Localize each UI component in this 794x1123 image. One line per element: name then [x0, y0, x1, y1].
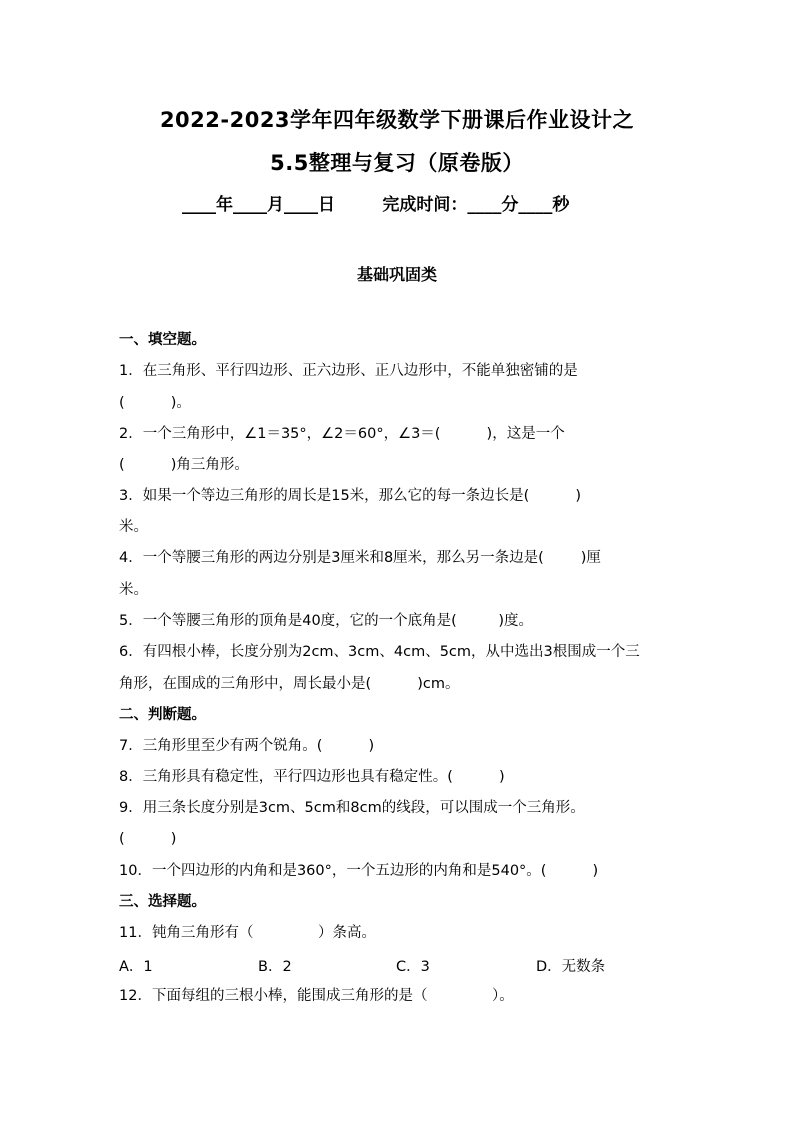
part-fill-heading: 一、填空题。 [119, 332, 206, 348]
question-3-line2: 米。 [119, 519, 148, 535]
question-5: 5．一个等腰三角形的顶角是40度，它的一个底角是( )度。 [119, 613, 533, 629]
question-4-line2: 米。 [119, 582, 148, 598]
question-8: 8．三角形具有稳定性，平行四边形也具有稳定性。( ) [119, 769, 505, 785]
question-7: 7．三角形里至少有两个锐角。( ) [119, 738, 375, 754]
page-title-line1: 2022-2023学年四年级数学下册课后作业设计之 [159, 108, 635, 132]
question-12: 12．下面每组的三根小棒，能围成三角形的是（ ）。 [119, 988, 514, 1004]
question-2-line1: 2．一个三角形中，∠1＝35°，∠2＝60°，∠3＝( )，这是一个 [119, 426, 565, 442]
question-10: 10．一个四边形的内角和是360°，一个五边形的内角和是540°。( ) [119, 863, 599, 879]
part-judge-heading: 二、判断题。 [119, 707, 206, 723]
question-9-line1: 9．用三条长度分别是3cm、5cm和8cm的线段，可以围成一个三角形。 [119, 800, 585, 816]
option-c: C．3 [396, 959, 430, 975]
question-6-line2: 角形，在围成的三角形中，周长最小是( )cm。 [119, 676, 460, 692]
page-title-line2: 5.5整理与复习（原卷版） [270, 151, 524, 175]
question-4-line1: 4．一个等腰三角形的两边分别是3厘米和8厘米，那么另一条边是( )厘 [119, 550, 601, 566]
option-d: D．无数条 [536, 959, 606, 975]
date-time-line: ____年____月____日 完成时间：____分____秒 [182, 195, 570, 215]
question-2-line2: ( )角三角形。 [119, 457, 249, 473]
question-3-line1: 3．如果一个等边三角形的周长是15米，那么它的每一条边长是( ) [119, 488, 582, 504]
question-9-line2: ( ) [119, 831, 177, 847]
section-title: 基础巩固类 [356, 265, 437, 284]
option-a: A．1 [119, 959, 153, 975]
option-b: B．2 [258, 959, 292, 975]
question-11: 11．钝角三角形有（ ）条高。 [119, 925, 376, 941]
question-1-line2: ( )。 [119, 395, 191, 411]
question-6-line1: 6．有四根小棒，长度分别为2cm、3cm、4cm、5cm，从中选出3根围成一个三 [119, 644, 640, 660]
part-choice-heading: 三、选择题。 [119, 894, 206, 910]
question-1-line1: 1．在三角形、平行四边形、正六边形、正八边形中，不能单独密铺的是 [119, 363, 578, 379]
